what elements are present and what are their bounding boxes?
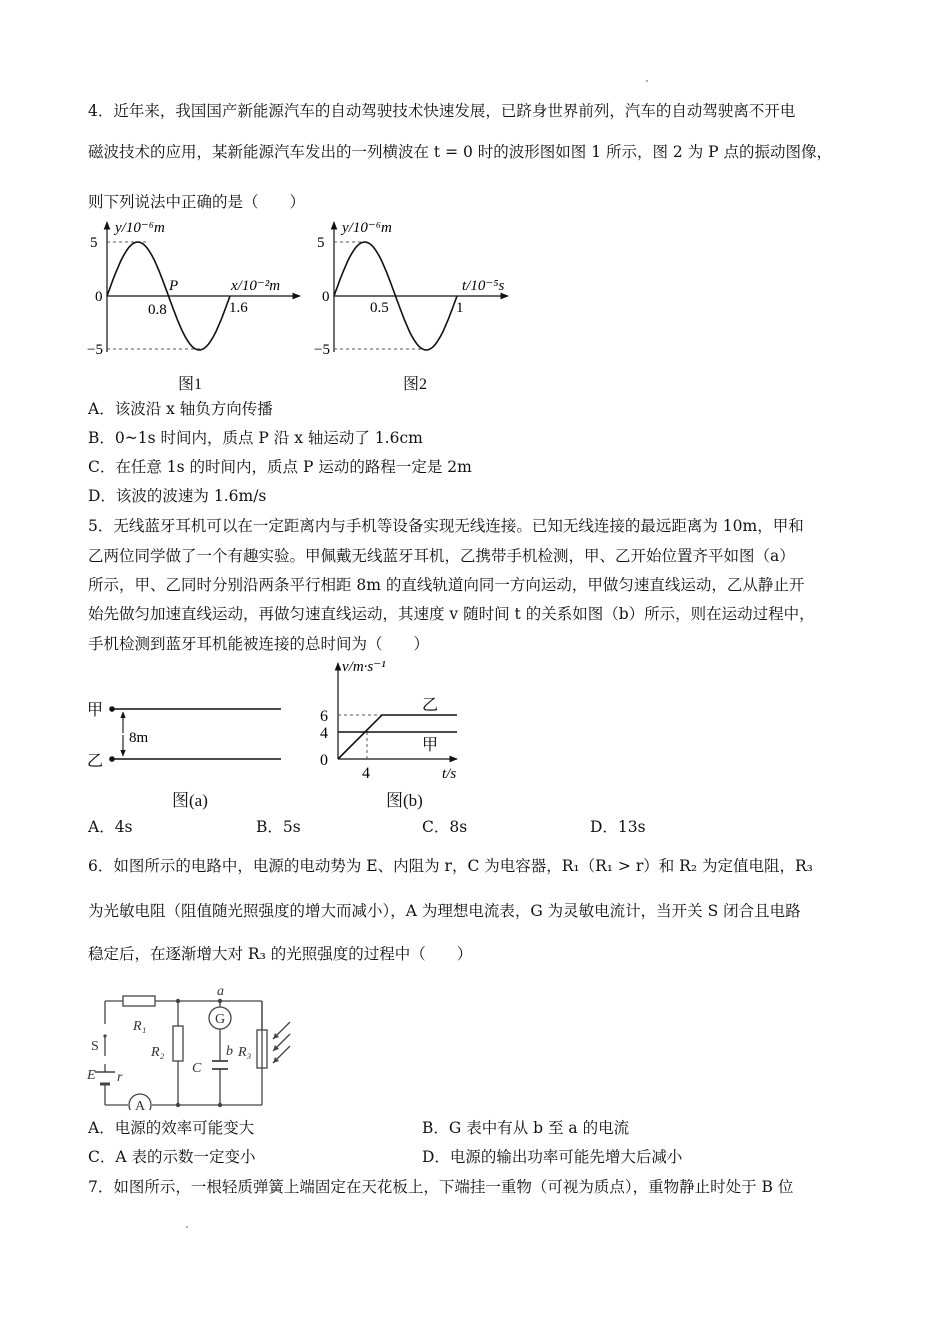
label-R2: R₂: [151, 1045, 165, 1060]
q5-line3: 所示，甲、乙同时分别沿两条平行相距 8m 的直线轨道向同一方向运动，甲做匀速直线运动，乙从静止开: [88, 576, 805, 594]
q5-figure-b: [312, 655, 482, 785]
q5-option-a: A．4s: [88, 818, 133, 836]
label-b: b: [226, 1044, 233, 1059]
q4-line1: 4．近年来，我国国产新能源汽车的自动驾驶技术快速发展，已跻身世界前列，汽车的自动驾驶离不开电: [88, 102, 796, 120]
fig2-ytick-5: 5: [317, 235, 325, 251]
q6-line1: 6．如图所示的电路中，电源的电动势为 E、内阻为 r，C 为电容器，R₁（R₁ > r）和 R₂ 为定值电阻，R₃: [88, 857, 813, 875]
figa-caption: 图(a): [172, 791, 208, 810]
figb-ytick-0: 0: [320, 752, 328, 769]
q4-option-c: C．在任意 1s 的时间内，质点 P 运动的路程一定是 2m: [88, 458, 472, 476]
fig1-xtick-08: 0.8: [148, 302, 167, 318]
fig2-ytick-0: 0: [322, 289, 330, 305]
fig1-xtick-16: 1.6: [229, 300, 248, 316]
fig2-caption: 图2: [403, 376, 428, 393]
q5-line4: 始先做匀加速直线运动，再做匀速直线运动，其速度 v 随时间 t 的关系如图（b）所示，则在运动过程中，: [88, 605, 815, 623]
fig2-xtick-1: 1: [456, 300, 464, 316]
q7-line1: 7．如图所示，一根轻质弹簧上端固定在天花板上，下端挂一重物（可视为质点），重物静止时处于 B 位: [88, 1178, 794, 1196]
label-a: a: [217, 984, 224, 999]
label-r: r: [117, 1070, 123, 1085]
fig2-ylabel: y/10⁻⁶m: [342, 220, 392, 236]
scan-dot: [646, 80, 648, 82]
fig2-xlabel: t/10⁻⁵s: [462, 278, 505, 294]
fig1-ylabel: y/10⁻⁶m: [115, 220, 165, 236]
figb-ytick-4: 4: [320, 725, 328, 742]
q5-option-c: C．8s: [422, 818, 468, 836]
scan-dot-bottom: [186, 1226, 188, 1228]
q5-line5: 手机检测到蓝牙耳机能被连接的总时间为（ ）: [88, 635, 430, 653]
figb-caption: 图(b): [386, 791, 423, 810]
figb-series-yi: 乙: [422, 697, 439, 714]
q6-circuit-diagram: [85, 984, 305, 1110]
q4-figure-1: [85, 214, 315, 394]
figb-ytick-6: 6: [320, 708, 328, 725]
q4-line3: 则下列说法中正确的是（ ）: [88, 193, 306, 211]
fig2-xtick-05: 0.5: [370, 300, 389, 316]
label-R1: R₁: [133, 1019, 147, 1034]
label-S: S: [91, 1039, 99, 1054]
q4-option-d: D．该波的波速为 1.6m/s: [88, 487, 267, 505]
q5-line1: 5．无线蓝牙耳机可以在一定距离内与手机等设备实现无线连接。已知无线连接的最远距离为 10m，甲和: [88, 517, 804, 535]
figa-label-yi: 乙: [87, 753, 104, 770]
figb-series-jia: 甲: [422, 737, 439, 754]
q6-option-c: C．A 表的示数一定变小: [88, 1148, 256, 1166]
label-C: C: [192, 1061, 202, 1076]
fig1-ytick-0: 0: [95, 289, 103, 305]
fig2-ytick-m5: −5: [314, 342, 330, 358]
figb-ylabel: v/m·s⁻¹: [342, 659, 386, 675]
label-G: G: [215, 1012, 226, 1027]
q6-option-d: D．电源的输出功率可能先增大后减小: [422, 1148, 683, 1166]
label-A: A: [135, 1099, 146, 1110]
r1-resistor: [123, 996, 155, 1006]
q5-option-d: D．13s: [590, 818, 646, 836]
q4-figure-2: [312, 214, 522, 394]
figa-label-jia: 甲: [87, 702, 104, 719]
q4-line2: 磁波技术的应用，某新能源汽车发出的一列横波在 t = 0 时的波形图如图 1 所示，图 2 为 P 点的振动图像，: [88, 143, 833, 161]
q6-option-a: A．电源的效率可能变大: [88, 1119, 255, 1137]
figb-xtick-4: 4: [362, 765, 370, 782]
q6-line2: 为光敏电阻（阻值随光照强度的增大而减小），A 为理想电流表，G 为灵敏电流计，当开关 S 闭合且电路: [88, 902, 801, 920]
q5-figure-a: [85, 695, 295, 775]
label-R3: R₃: [238, 1045, 252, 1060]
figb-xlabel: t/s: [442, 766, 457, 782]
fig1-ytick-5: 5: [90, 235, 98, 251]
figb-line-yi: [338, 715, 457, 759]
figa-distance: 8m: [129, 730, 149, 746]
fig1-caption: 图1: [178, 376, 203, 393]
q5-line2: 乙两位同学做了一个有趣实验。甲佩戴无线蓝牙耳机，乙携带手机检测，甲、乙开始位置齐平如图（a）: [88, 547, 795, 565]
q5-option-b: B．5s: [256, 818, 301, 836]
q6-line3: 稳定后，在逐渐增大对 R₃ 的光照强度的过程中（ ）: [88, 945, 473, 963]
fig1-ytick-m5: −5: [87, 342, 103, 358]
fig1-point-P: P: [169, 278, 179, 294]
q4-option-b: B．0~1s 时间内，质点 P 沿 x 轴运动了 1.6cm: [88, 429, 423, 447]
fig1-xlabel: x/10⁻²m: [231, 278, 281, 294]
label-E: E: [87, 1068, 96, 1083]
q6-option-b: B．G 表中有从 b 至 a 的电流: [422, 1119, 630, 1137]
q4-option-a: A．该波沿 x 轴负方向传播: [88, 400, 273, 418]
r2-resistor: [173, 1026, 183, 1061]
